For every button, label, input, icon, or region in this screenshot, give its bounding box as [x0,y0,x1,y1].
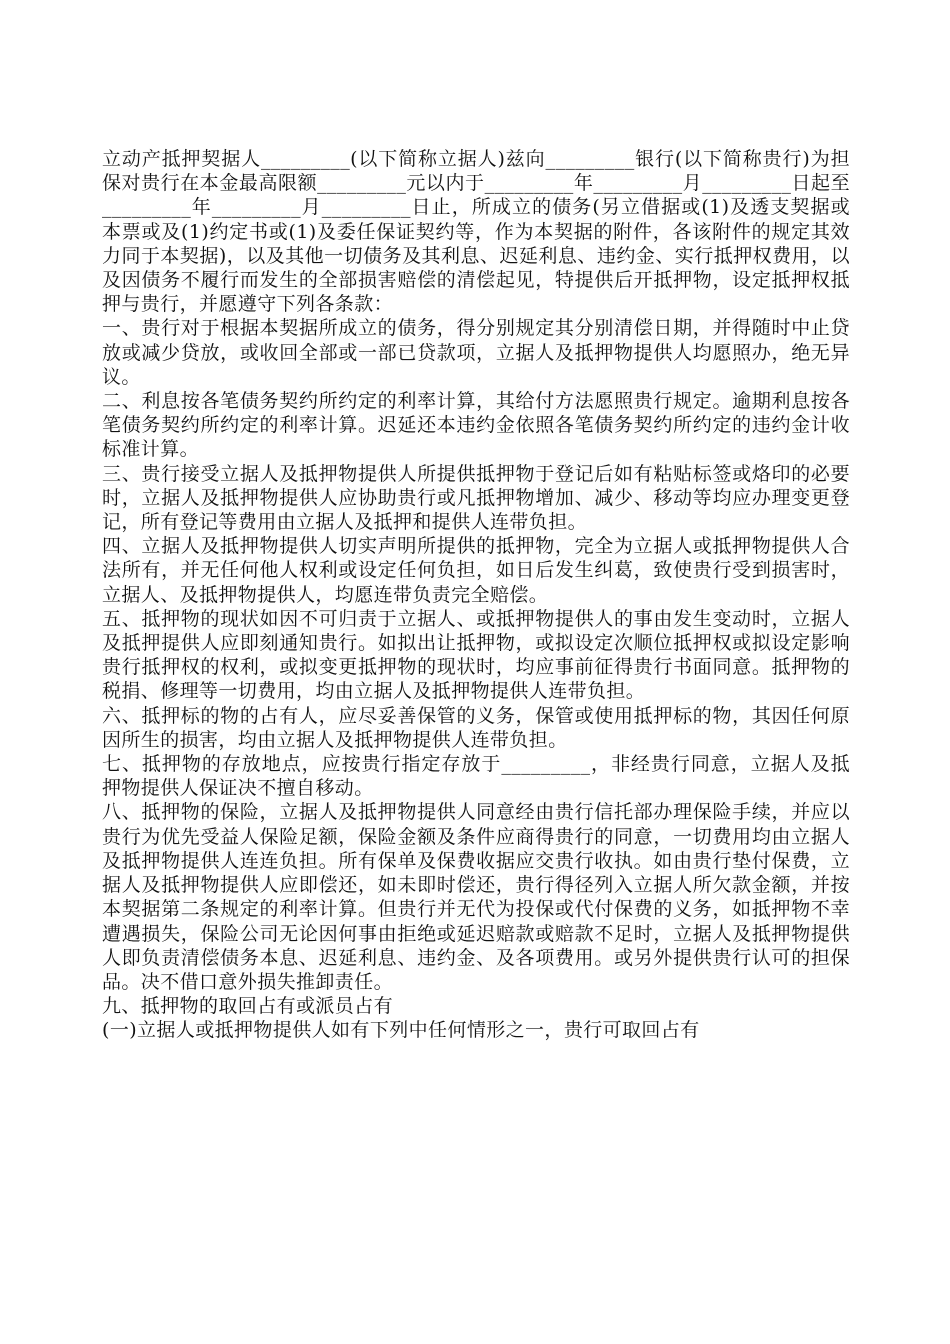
clause-9-heading: 九、抵押物的取回占有或派员占有 [102,995,394,1018]
clause-5: 五、抵押物的现状如因不可归责于立据人、或抵押物提供人的事由发生变动时，立据人及抵押提供人应即刻通知贵行。如拟出让抵押物，或拟设定次顺位抵押权或拟设定影响贵行抵押权的权利，或拟变更抵押物的现状时，均应事前征得贵行书面同意。抵押物的税捐、修理等一切费用，均由立据人及抵押物提供人连带负担。 [102,607,850,703]
clause-8: 八、抵押物的保险，立据人及抵押物提供人同意经由贵行信托部办理保险手续，并应以贵行为优先受益人保险足额，保险金额及条件应商得贵行的同意，一切费用均由立据人及抵押物提供人连连负担。所有保单及保费收据应交贵行收执。如由贵行垫付保费，立据人及抵押物提供人应即偿还，如未即时偿还，贵行得径列入立据人所欠款金额，并按本契据第二条规定的利率计算。但贵行并无代为投保或代付保费的义务，如抵押物不幸遭遇损失，保险公司无论因何事由拒绝或延迟赔款或赔款不足时，立据人及抵押物提供人即负责清偿债务本息、迟延利息、违约金、及各项费用。或另外提供贵行认可的担保品。决不借口意外损失推卸责任。 [102,801,850,993]
clause-4: 四、立据人及抵押物提供人切实声明所提供的抵押物，完全为立据人或抵押物提供人合法所有，并无任何他人权利或设定任何负担，如日后发生纠葛，致使贵行受到损害时，立据人、及抵押物提供人，均愿连带负责完全赔偿。 [102,535,850,606]
clause-2: 二、利息按各笔债务契约所约定的利率计算，其给付方法愿照贵行规定。逾期利息按各笔债务契约所约定的利率计算。迟延还本违约金依照各笔债务契约所约定的违约金计收标准计算。 [102,390,850,461]
document-body [102,147,850,1043]
clause-3: 三、贵行接受立据人及抵押物提供人所提供抵押物于登记后如有粘贴标签或烙印的必要时，立据人及抵押物提供人应协助贵行或凡抵押物增加、减少、移动等均应办理变更登记，所有登记等费用由立据人及抵押和提供人连带负担。 [102,462,850,534]
clause-6: 六、抵押标的物的占有人，应尽妥善保管的义务，保管或使用抵押标的物，其因任何原因所生的损害，均由立据人及抵押物提供人连带负担。 [102,704,850,751]
clause-7: 七、抵押物的存放地点，应按贵行指定存放于_________，非经贵行同意，立据人及抵押物提供人保证决不擅自移动。 [102,753,850,800]
clause-9-item-1: (一)立据人或抵押物提供人如有下列中任何情形之一，贵行可取回占有 [102,1019,700,1042]
clause-1: 一、贵行对于根据本契据所成立的债务，得分别规定其分别清偿日期，并得随时中止贷放或减少贷放，或收回全部或一部已贷款项，立据人及抵押物提供人均愿照办，绝无异议。 [102,317,850,388]
preamble-paragraph: 立动产抵押契据人_________(以下简称立据人)兹向_________银行(以下简称贵行)为担保对贵行在本金最高限额_________元以内于_________年_________月_________日起至_________年_________月_________日止，所成立的债务(另立借据或(1)及透支契据或本票或及(1)约定书或(1)及委任保证契约等，作为本契据的附件，各该附件的规定其效力同于本契据)，以及其他一切债务及其利息、迟延利息、违约金、实行抵押权费用，以及因债务不履行而发生的全部损害赔偿的清偿起见，特提供后开抵押物，设定抵押权抵押与贵行，并愿遵守下列各条款： [102,148,850,316]
